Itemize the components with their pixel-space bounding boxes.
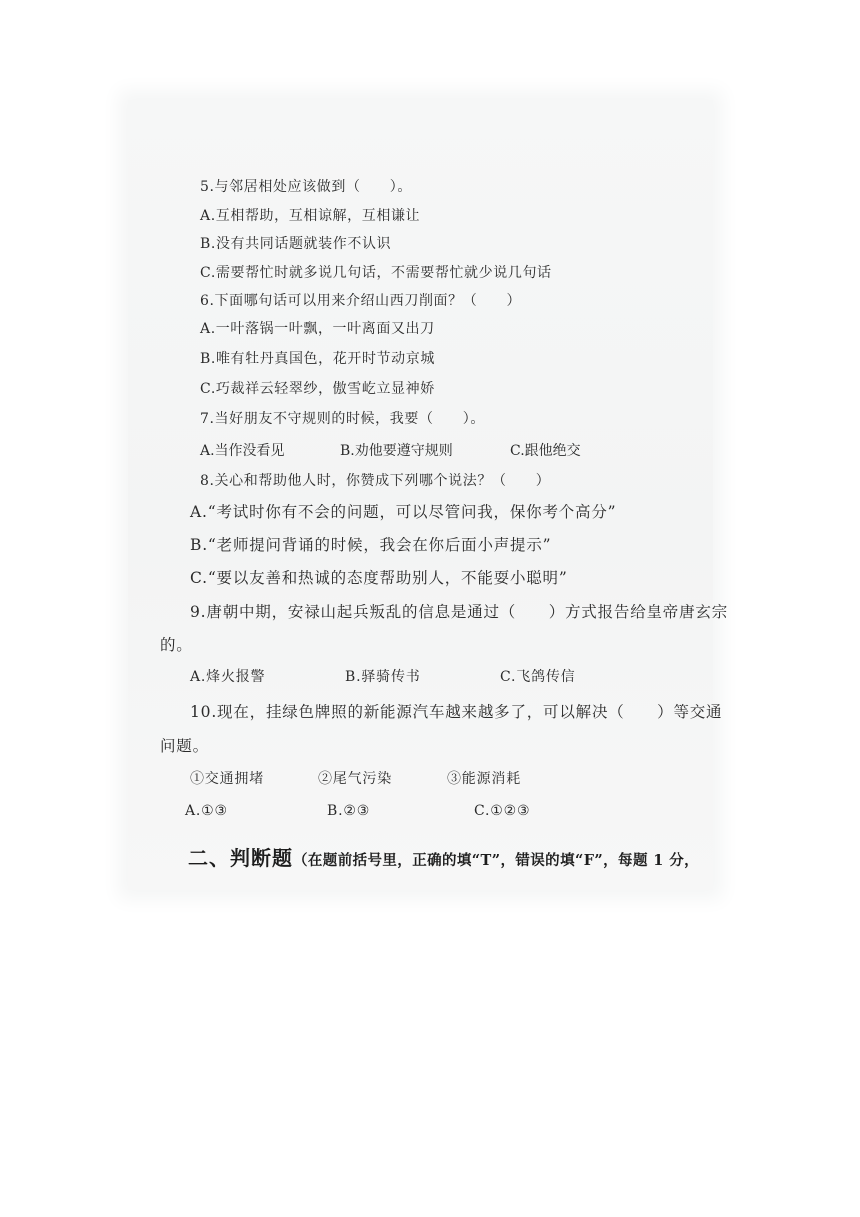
question-5-option-b: B.没有共同话题就装作不认识 — [200, 236, 392, 252]
question-7-stem: 7.当好朋友不守规则的时候，我要（ ）。 — [200, 411, 485, 427]
question-5-option-c: C.需要帮忙时就多说几句话，不需要帮忙就少说几句话 — [200, 265, 552, 281]
question-10-item-1: ①交通拥堵 — [190, 771, 264, 787]
question-10-stem-line2: 问题。 — [160, 737, 209, 755]
section-2-note: （在题前括号里，正确的填“T”，错误的填“F”，每题 1 分， — [293, 852, 700, 869]
question-5-option-a: A.互相帮助，互相谅解，互相谦让 — [200, 208, 421, 224]
question-9-option-b: B.驿骑传书 — [345, 669, 421, 685]
question-10-option-b: B.②③ — [327, 803, 371, 819]
question-6-option-b: B.唯有牡丹真国色，花开时节动京城 — [200, 351, 435, 367]
question-9-option-c: C.飞鸽传信 — [500, 669, 576, 685]
question-6-option-a: A.一叶落锅一叶飘，一叶离面又出刀 — [200, 321, 435, 337]
section-2-heading — [188, 842, 699, 871]
question-9-stem-line1: 9.唐朝中期，安禄山起兵叛乱的信息是通过（ ）方式报告给皇帝唐玄宗 — [190, 603, 728, 621]
section-2-title: 二、判断题 — [188, 846, 293, 870]
question-8-stem: 8.关心和帮助他人时，你赞成下列哪个说法？（ ） — [200, 473, 551, 489]
question-7-option-c: C.跟他绝交 — [510, 443, 581, 459]
question-10-item-2: ②尾气污染 — [318, 771, 392, 787]
question-10-item-3: ③能源消耗 — [447, 771, 521, 787]
question-10-stem-line1: 10.现在，挂绿色牌照的新能源汽车越来越多了，可以解决（ ）等交通 — [190, 703, 723, 721]
question-8-option-a: A.“考试时你有不会的问题，可以尽管问我，保你考个高分” — [190, 503, 617, 521]
question-8-option-c: C.“要以友善和热诚的态度帮助别人，不能耍小聪明” — [190, 569, 568, 587]
question-5-stem: 5.与邻居相处应该做到（ ）。 — [200, 179, 412, 195]
question-8-option-b: B.“老师提问背诵的时候，我会在你后面小声提示” — [190, 536, 552, 554]
question-6-option-c: C.巧裁祥云轻翠纱，傲雪屹立显神娇 — [200, 381, 435, 397]
question-6-stem: 6.下面哪句话可以用来介绍山西刀削面？（ ） — [200, 293, 522, 309]
question-9-stem-line2: 的。 — [160, 636, 193, 654]
question-10-option-a: A.①③ — [185, 803, 228, 819]
question-9-option-a: A.烽火报警 — [190, 669, 266, 685]
question-7-option-b: B.劝他要遵守规则 — [340, 443, 453, 459]
question-10-option-c: C.①②③ — [474, 803, 531, 819]
question-7-option-a: A.当作没看见 — [200, 443, 285, 459]
